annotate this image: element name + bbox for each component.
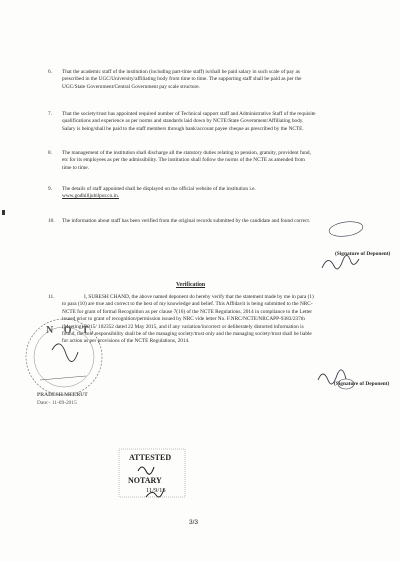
signature-label-top: (Signature of Deponent) bbox=[335, 251, 391, 257]
attest-date: 11/9/15 bbox=[146, 487, 166, 494]
clause-line: That the academic staff of the institution (including part-time staff) is/shall be paid salary in such scale of pay as bbox=[62, 69, 300, 75]
verification-line: NCTE for grant of formal Recognition as per clause 7(16) of the NCTE Regulations, 2014 in compliance to the Letter bbox=[62, 308, 313, 315]
clause-number: 8. bbox=[48, 150, 52, 156]
clause-line: time to time. bbox=[62, 164, 89, 171]
clause-number: 7. bbox=[48, 111, 52, 117]
clause-11-verification bbox=[48, 294, 374, 346]
stamp-place: PRADESH MEERUT bbox=[37, 392, 88, 398]
signature-label-bottom: (Signature of Deponent) bbox=[334, 381, 390, 387]
notary-stamp-label: NOTARY bbox=[128, 476, 162, 485]
verification-line: found, the sole responsibility shall be of the managing society/trust only and the managing society/trust shall be liable bbox=[62, 331, 312, 338]
clause-line: etc for its employees as per the admissibility. The institution shall follow the norms of the NCTE as amended from bbox=[62, 157, 305, 164]
verification-line: to para (10) are true and correct to the best of my knowledge and belief. This Affidavit is being submitted to the NRC- bbox=[62, 301, 313, 308]
clause-line: That the society/trust has appointed required number of Technical support staff and Administrative Staff of the requisite bbox=[62, 111, 316, 117]
clause-line: Salary is being/shall be paid to the staff members through bank/account payee cheque as prescribed by the NCTE. bbox=[62, 125, 304, 132]
clause-line: qualifications and experience as per norms and standards laid down by NCTE/State Government/Affiliating body. bbox=[62, 118, 304, 125]
verification-line: I, SURESH CHAND, the above named deponent do hereby verify that the statement made by me in para (1) bbox=[84, 294, 314, 300]
clause-line: The management of the institution shall discharge all the statutory duties relating to pension, gratuity, provident fund, bbox=[62, 150, 311, 156]
verification-heading: Verification bbox=[176, 282, 206, 288]
verification-line: for action as per provisions of the NCTE Regulations, 2014. bbox=[62, 338, 190, 345]
clause-number: 9. bbox=[48, 186, 52, 192]
website-link: www.godhilljubilpur.co.in. bbox=[62, 193, 120, 200]
clause-line: The details of staff appointed shall be displayed on the official website of the institution i.e. bbox=[62, 186, 256, 192]
clause-number: 11. bbox=[48, 294, 55, 300]
clause-line: prescribed in the UGC/University/affiliating body from time to time. The supporting staff shall be paid as per the bbox=[62, 76, 302, 83]
clause-number: 10. bbox=[48, 218, 55, 224]
clause-number: 6. bbox=[48, 69, 52, 75]
notary-seal-letters: N O T bbox=[46, 325, 93, 336]
stamp-date: Date:- 11-09-2015 bbox=[37, 400, 77, 406]
clause-line: The information about staff has been verified from the original records submitted by the candidate and found correct. bbox=[62, 218, 311, 224]
clause-line: UGC/State Government/Central Government pay scale structure. bbox=[62, 83, 200, 90]
verification-line: issued prior to grant of recognition/permission issued by NRC vide letter No. F.NRC/NCTE/NRCAPP-9383/237th bbox=[62, 316, 305, 323]
page-number: 3/3 bbox=[189, 519, 199, 526]
verification-line: (Meeting)/2015/ 102352 dated 22 May 2015, and if any variation/incorrect or deliberately distorted information is bbox=[62, 323, 304, 330]
attested-stamp-label: ATTESTED bbox=[129, 453, 172, 462]
